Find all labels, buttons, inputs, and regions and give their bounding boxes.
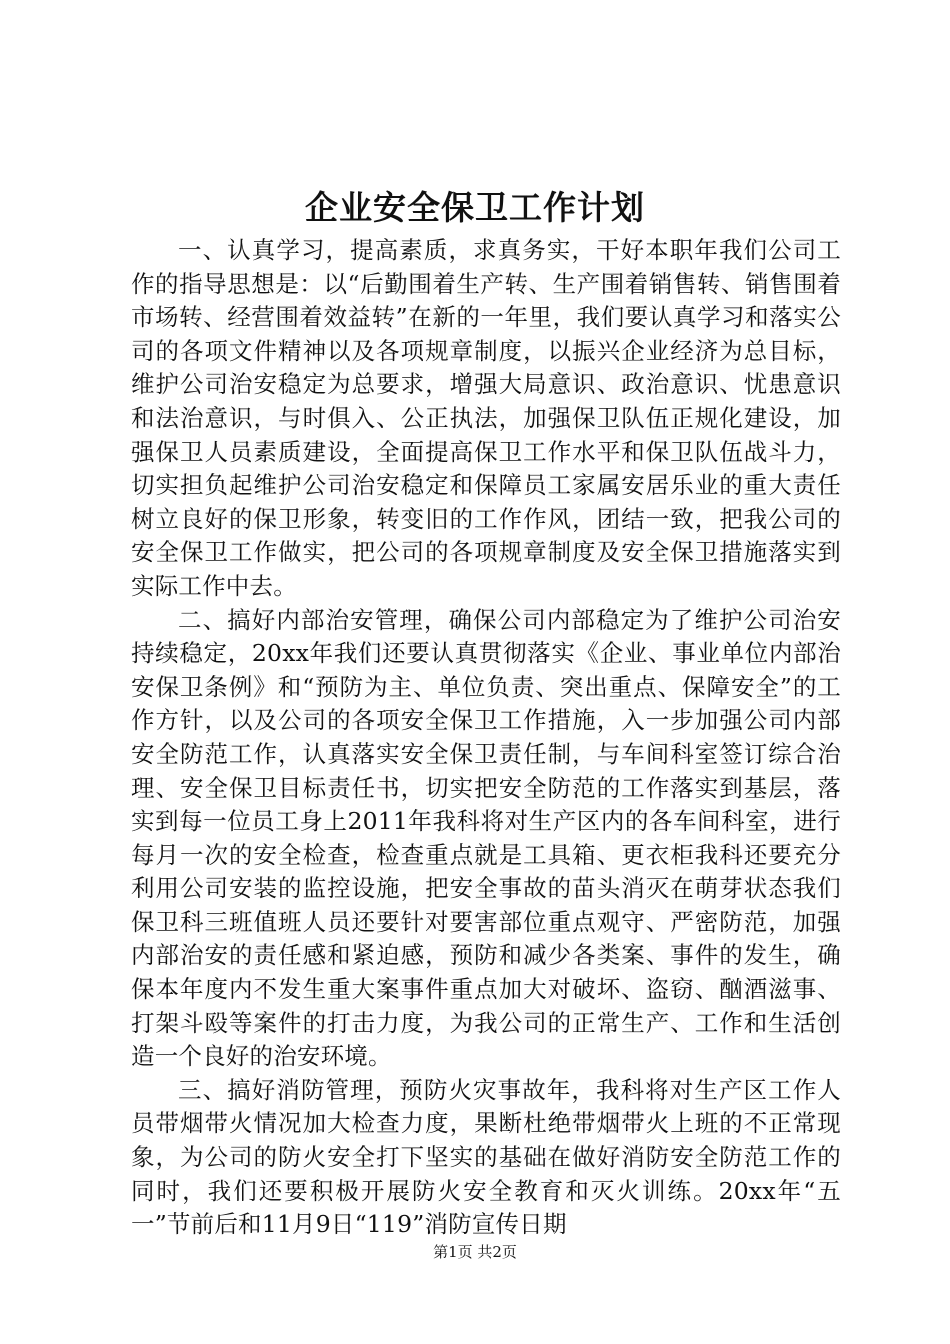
paragraph-3: 三、搞好消防管理，预防火灾事故年，我科将对生产区工作人员带烟带火情况加大检查力度，果断杜绝带烟带火上班的不正常现象，为公司的防火安全打下坚实的基础在做好消防安全防范工作的同时，我们还要积极开展防火安全教育和灭火训练。20xx年“五一”节前后和11月9日“119”消防宣传日期: [131, 1075, 841, 1239]
document-title: 企业安全保卫工作计划: [305, 188, 645, 227]
paragraph-1: 一、认真学习，提高素质，求真务实，干好本职年我们公司工作的指导思想是：以“后勤围着生产转、生产围着销售转、销售围着市场转、经营围着效益转”在新的一年里，我们要认真学习和落实公司的各项文件精神以及各项规章制度，以振兴企业经济为总目标，维护公司治安稳定为总要求，增强大局意识、政治意识、忧患意识和法治意识，与时俱入、公正执法，加强保卫队伍正规化建设，加强保卫人员素质建设，全面提高保卫工作水平和保卫队伍战斗力，切实担负起维护公司治安稳定和保障员工家属安居乐业的重大责任树立良好的保卫形象，转变旧的工作作风，团结一致，把我公司的安全保卫工作做实，把公司的各项规章制度及安全保卫措施落实到实际工作中去。: [131, 236, 841, 600]
document-body: [131, 234, 841, 1242]
paragraph-2: 二、搞好内部治安管理，确保公司内部稳定为了维护公司治安持续稳定，20xx年我们还要认真贯彻落实《企业、事业单位内部治安保卫条例》和“预防为主、单位负责、突出重点、保障安全”的工作方针，以及公司的各项安全保卫工作措施，入一步加强公司内部安全防范工作，认真落实安全保卫责任制，与车间科室签订综合治理、安全保卫目标责任书，切实把安全防范的工作落实到基层，落实到每一位员工身上2011年我科将对生产区内的各车间科室，进行每月一次的安全检查，检查重点就是工具箱、更衣柜我科还要充分利用公司安装的监控设施，把安全事故的苗头消灭在萌芽状态我们保卫科三班值班人员还要针对要害部位重点观守、严密防范，加强内部治安的责任感和紧迫感，预防和减少各类案、事件的发生，确保本年度内不发生重大案事件重点加大对破坏、盗窃、酗酒滋事、打架斗殴等案件的打击力度，为我公司的正常生产、工作和生活创造一个良好的治安环境。: [131, 605, 841, 1071]
page-number-footer: 第1页 共2页: [433, 1243, 517, 1261]
